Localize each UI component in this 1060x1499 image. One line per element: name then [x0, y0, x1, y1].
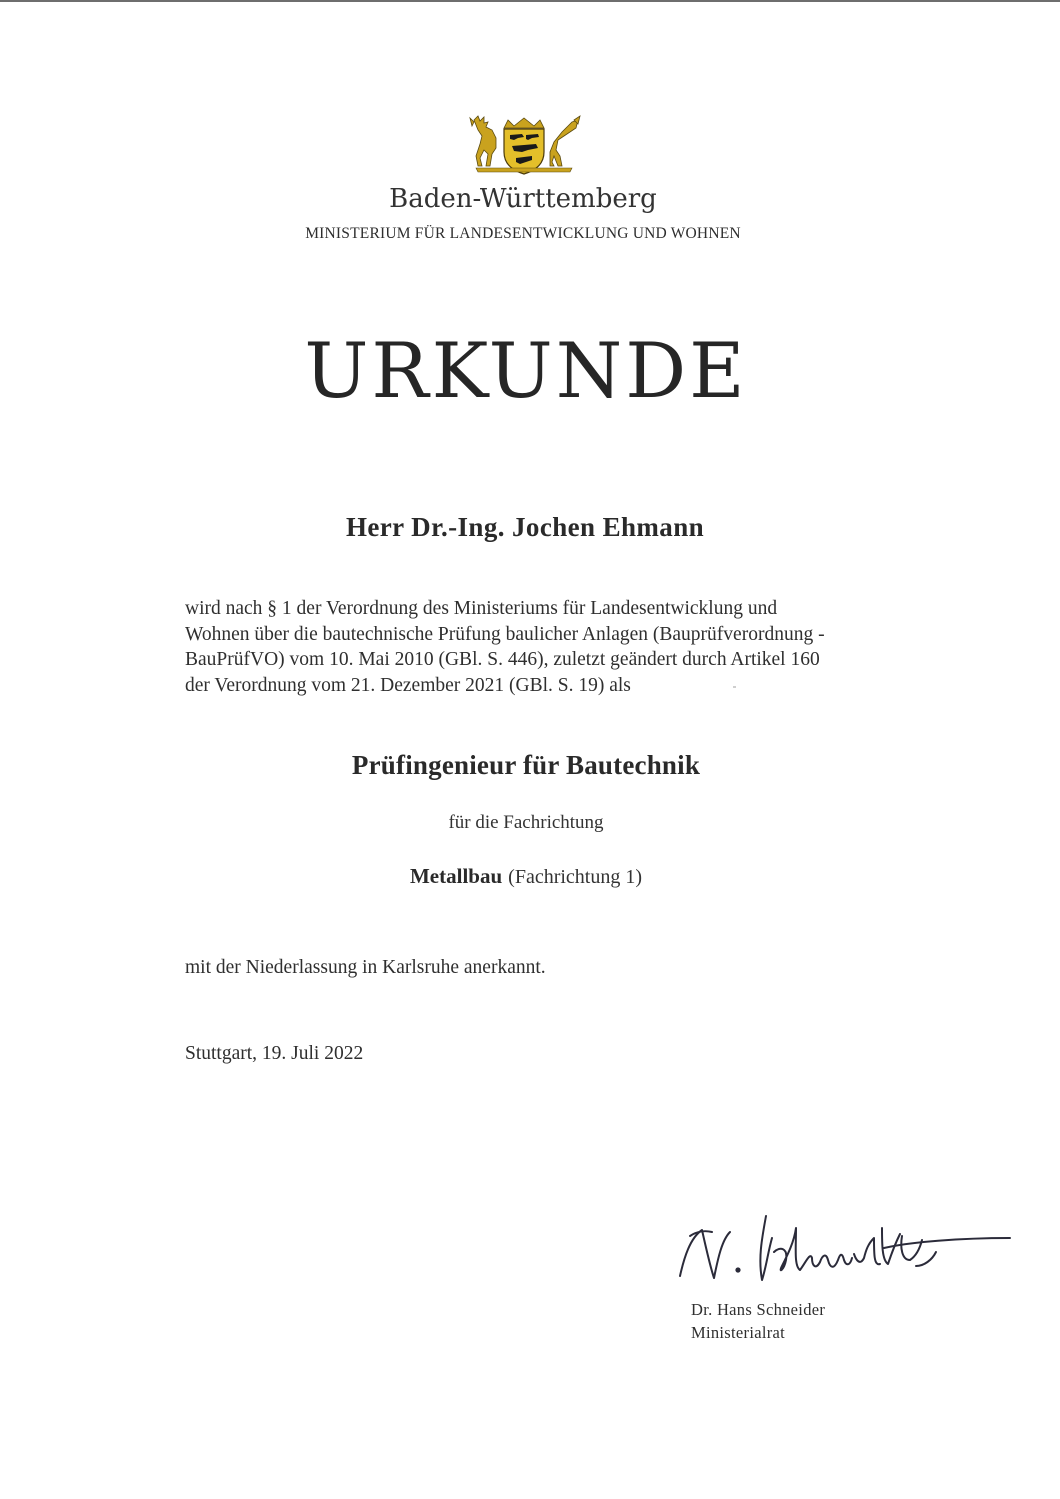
document-title: URKUNDE — [304, 326, 748, 415]
body-line: der Verordnung vom 21. Dezember 2021 (GBl. S. 19) als — [185, 674, 631, 696]
signer-name: Dr. Hans Schneider — [691, 1300, 826, 1319]
field-note: (Fachrichtung 1) — [508, 866, 643, 888]
qualification-title: Prüfingenieur für Bautechnik — [351, 750, 701, 780]
field-name: Metallbau — [409, 864, 503, 888]
coat-of-arms-icon — [466, 114, 582, 176]
ministry-name: MINISTERIUM FÜR LANDESENTWICKLUNG UND WOHNEN — [305, 225, 741, 242]
recipient-name: Herr Dr.-Ing. Jochen Ehmann — [345, 512, 705, 542]
paper-speck — [733, 686, 736, 688]
field-intro: für die Fachrichtung — [448, 812, 604, 833]
body-line: Wohnen über die bautechnische Prüfung baulicher Anlagen (Bauprüfverordnung - — [185, 623, 825, 645]
body-line: BauPrüfVO) vom 10. Mai 2010 (GBl. S. 446), zuletzt geändert durch Artikel 160 — [185, 649, 820, 670]
body-line: wird nach § 1 der Verordnung des Ministeriums für Landesentwicklung und — [185, 598, 778, 619]
place-and-date: Stuttgart, 19. Juli 2022 — [185, 1043, 364, 1064]
certificate-body — [185, 596, 925, 698]
handwritten-signature — [670, 1208, 1020, 1298]
page-top-edge — [0, 0, 1060, 2]
location-statement: mit der Niederlassung in Karlsruhe anerkannt. — [185, 957, 546, 978]
field-line — [0, 864, 1052, 889]
signer-title: Ministerialrat — [691, 1323, 786, 1342]
state-name: Baden-Württemberg — [389, 184, 657, 214]
